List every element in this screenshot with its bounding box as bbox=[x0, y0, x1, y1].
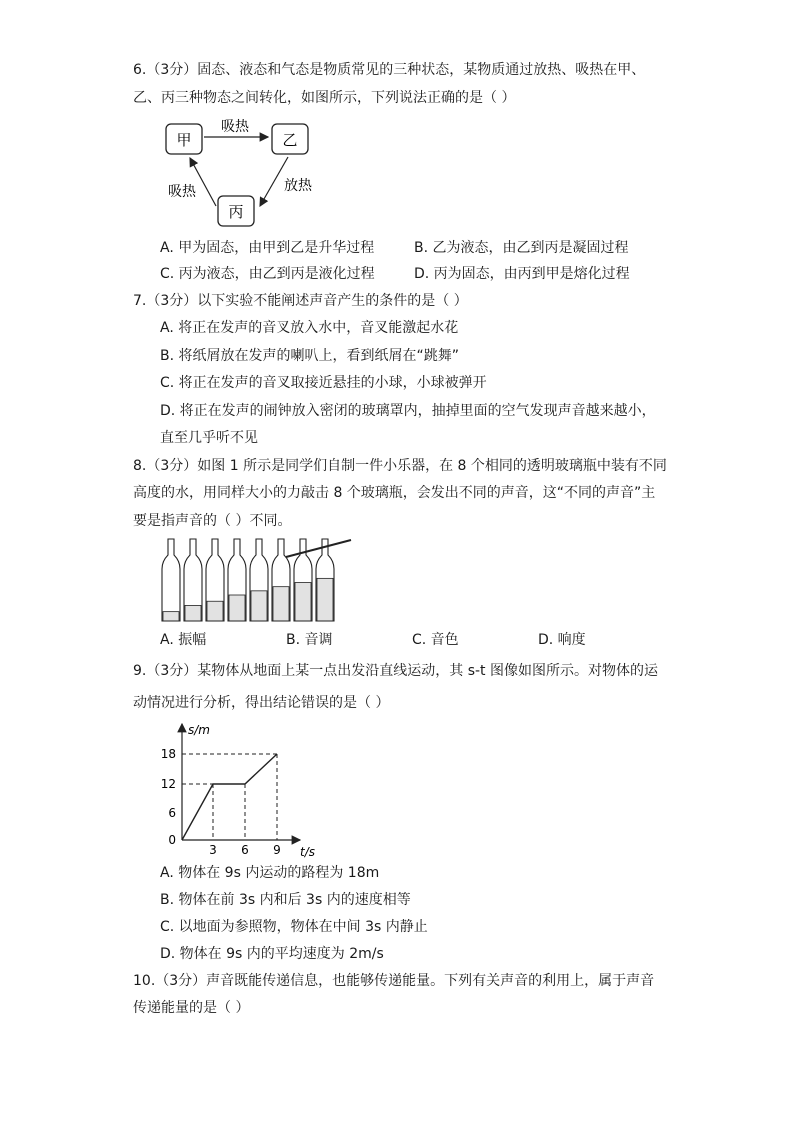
water-2 bbox=[185, 605, 201, 621]
q6-stem-line1: 6.（3分）固态、液态和气态是物质常见的三种状态，某物质通过放热、吸热在甲、 bbox=[133, 62, 646, 78]
q9-option-d: D. 物体在 9s 内的平均速度为 2m/s bbox=[160, 946, 384, 962]
s-t-line bbox=[182, 754, 277, 840]
water-8 bbox=[317, 578, 333, 621]
q9-option-a: A. 物体在 9s 内运动的路程为 18m bbox=[160, 865, 380, 881]
y-axis-label: s/m bbox=[188, 723, 210, 737]
q8-option-d: D. 响度 bbox=[538, 632, 586, 648]
water-3 bbox=[207, 601, 223, 621]
bottle-outline-1 bbox=[162, 539, 180, 621]
q8-bottles-figure bbox=[158, 535, 358, 627]
label-release-heat: 放热 bbox=[284, 178, 312, 194]
bottle-3 bbox=[206, 539, 224, 621]
q9-stem-line2: 动情况进行分析，得出结论错误的是（ ） bbox=[133, 695, 390, 711]
water-1 bbox=[163, 612, 179, 621]
q7-option-a: A. 将正在发声的音叉放入水中，音叉能激起水花 bbox=[160, 320, 459, 336]
q7-option-b: B. 将纸屑放在发声的喇叭上，看到纸屑在“跳舞” bbox=[160, 348, 460, 364]
q9-option-b: B. 物体在前 3s 内和后 3s 内的速度相等 bbox=[160, 892, 411, 908]
bottle-4 bbox=[228, 539, 246, 621]
q9-s-t-graph bbox=[160, 716, 320, 858]
bottle-6 bbox=[272, 539, 290, 621]
x-tick-3: 3 bbox=[209, 843, 217, 857]
q8-stem-line1: 8.（3分）如图 1 所示是同学们自制一件小乐器，在 8 个相同的透明玻璃瓶中装有不同 bbox=[133, 458, 667, 474]
state-yi-label: 乙 bbox=[282, 131, 298, 149]
q8-option-a: A. 振幅 bbox=[160, 632, 207, 648]
label-absorb-heat-top: 吸热 bbox=[221, 119, 249, 135]
q7-option-d-line2: 直至几乎听不见 bbox=[160, 430, 258, 446]
state-jia-label: 甲 bbox=[176, 131, 192, 149]
bottle-8 bbox=[316, 539, 334, 621]
y-tick-18: 18 bbox=[160, 747, 176, 761]
q10-stem-line1: 10.（3分）声音既能传递信息，也能够传递能量。下列有关声音的利用上，属于声音 bbox=[133, 973, 655, 989]
x-tick-6: 6 bbox=[241, 843, 249, 857]
q8-option-c: C. 音色 bbox=[412, 632, 459, 648]
q6-option-c: C. 丙为液态，由乙到丙是液化过程 bbox=[160, 266, 375, 282]
origin-label: 0 bbox=[168, 833, 176, 847]
q6-stem-line2: 乙、丙三种物态之间转化，如图所示，下列说法正确的是（ ） bbox=[133, 90, 516, 106]
bottle-5 bbox=[250, 539, 268, 621]
water-5 bbox=[251, 591, 267, 621]
q8-stem-line3: 要是指声音的（ ）不同。 bbox=[133, 513, 292, 529]
q10-stem-line2: 传递能量的是（ ） bbox=[133, 1000, 250, 1016]
q9-stem-line1: 9.（3分）某物体从地面上某一点出发沿直线运动，其 s-t 图像如图所示。对物体的运 bbox=[133, 663, 658, 679]
q6-option-a: A. 甲为固态，由甲到乙是升华过程 bbox=[160, 240, 375, 256]
q9-option-c: C. 以地面为参照物，物体在中间 3s 内静止 bbox=[160, 919, 428, 935]
state-bing-label: 丙 bbox=[228, 203, 244, 221]
y-tick-12: 12 bbox=[160, 777, 176, 791]
q6-option-d: D. 丙为固态，由丙到甲是熔化过程 bbox=[414, 266, 630, 282]
label-absorb-heat-left: 吸热 bbox=[168, 184, 196, 200]
q6-option-b: B. 乙为液态，由乙到丙是凝固过程 bbox=[414, 240, 629, 256]
y-tick-6: 6 bbox=[168, 806, 176, 820]
x-axis-label: t/s bbox=[300, 845, 315, 858]
bottle-2 bbox=[184, 539, 202, 621]
q8-stem-line2: 高度的水，用同样大小的力敲击 8 个玻璃瓶，会发出不同的声音，这“不同的声音”主 bbox=[133, 485, 656, 501]
water-4 bbox=[229, 595, 245, 621]
water-6 bbox=[273, 587, 289, 621]
bottle-1 bbox=[162, 539, 180, 621]
q8-option-b: B. 音调 bbox=[286, 632, 333, 648]
striking-stick bbox=[286, 540, 351, 557]
q6-state-diagram bbox=[160, 112, 330, 230]
q7-stem: 7.（3分）以下实验不能阐述声音产生的条件的是（ ） bbox=[133, 293, 468, 309]
q7-option-c: C. 将正在发声的音叉取接近悬挂的小球，小球被弹开 bbox=[160, 375, 487, 391]
q7-option-d-line1: D. 将正在发声的闹钟放入密闭的玻璃罩内，抽掉里面的空气发现声音越来越小， bbox=[160, 403, 656, 419]
water-7 bbox=[295, 583, 311, 621]
x-tick-9: 9 bbox=[273, 843, 281, 857]
